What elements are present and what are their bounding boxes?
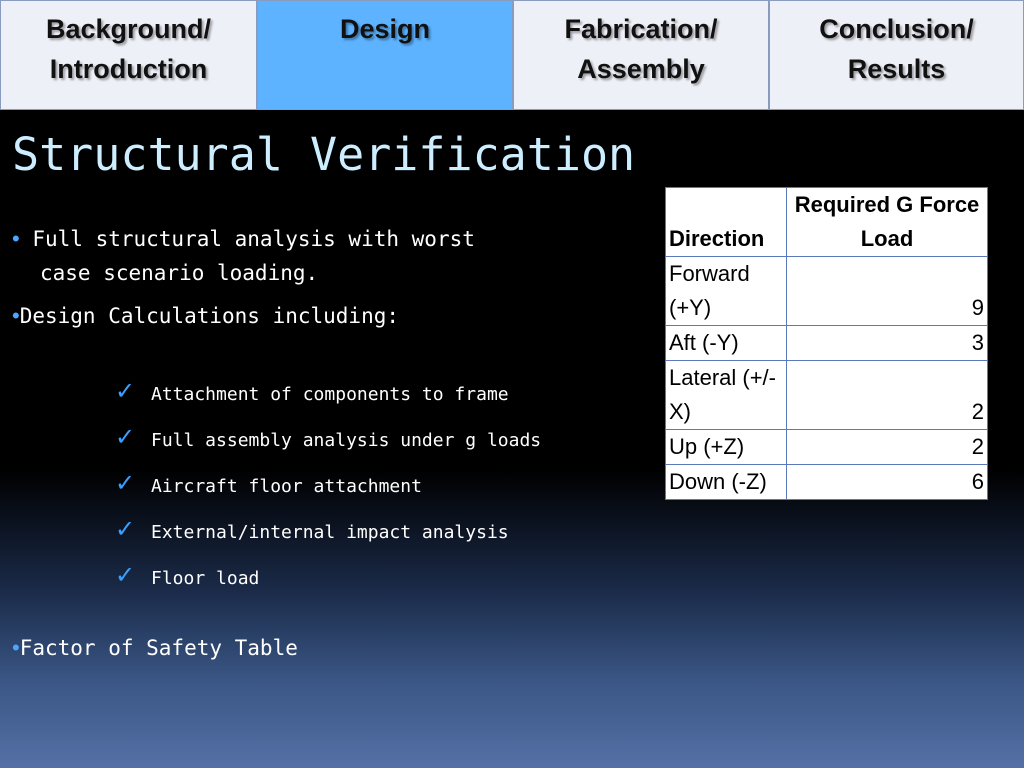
checklist-item-text: Full assembly analysis under g loads: [151, 430, 542, 451]
bullet-dot: •: [12, 226, 20, 251]
tab-conclusion-results[interactable]: [769, 0, 1024, 110]
checklist-item: [115, 558, 541, 604]
cell-direction: Down (-Z): [666, 465, 787, 500]
bullet-text: Full structural analysis with worst: [32, 227, 475, 251]
table-row: [666, 361, 988, 430]
cell-direction: Up (+Z): [666, 430, 787, 465]
cell-direction: Aft (-Y): [666, 326, 787, 361]
table-row: [666, 257, 988, 326]
bullet-design-calculations: [12, 301, 399, 331]
checklist-item-text: Attachment of components to frame: [151, 384, 509, 405]
bullet-structural-analysis: [12, 222, 475, 290]
table-header-row: [666, 188, 988, 257]
bullet-text: Factor of Safety Table: [19, 636, 298, 660]
checkmark-icon: ✓: [115, 469, 136, 497]
bullet-text: Design Calculations including:: [19, 304, 399, 328]
checklist-item: [115, 374, 541, 420]
tab-label: Background/ Introduction: [45, 14, 212, 84]
g-force-load-table: [665, 187, 988, 500]
bullet-text-continued: case scenario loading.: [40, 261, 319, 285]
tab-design[interactable]: [257, 0, 513, 110]
checklist: [115, 374, 541, 604]
cell-direction: Forward (+Y): [666, 257, 787, 326]
tab-label: Fabrication/ Assembly: [564, 14, 718, 84]
checkmark-icon: ✓: [115, 377, 136, 405]
table-row: [666, 465, 988, 500]
slide-title: Structural Verification: [12, 128, 636, 181]
tab-fabrication-assembly[interactable]: [513, 0, 769, 110]
table-row: [666, 326, 988, 361]
checkmark-icon: ✓: [115, 561, 136, 589]
checkmark-icon: ✓: [115, 515, 136, 543]
bullet-dot: •: [12, 635, 20, 660]
checklist-item: [115, 466, 541, 512]
column-header-required-g-force: Required G Force Load: [787, 188, 988, 257]
cell-load: 9: [787, 257, 988, 326]
checklist-item: [115, 420, 541, 466]
bullet-factor-of-safety: [12, 633, 298, 663]
checklist-item: [115, 512, 541, 558]
cell-load: 2: [787, 430, 988, 465]
cell-load: 3: [787, 326, 988, 361]
checklist-item-text: Aircraft floor attachment: [151, 476, 422, 497]
cell-load: 2: [787, 361, 988, 430]
checklist-item-text: External/internal impact analysis: [151, 522, 509, 543]
bullet-dot: •: [12, 303, 20, 328]
section-tabs: [0, 0, 1024, 110]
cell-direction: Lateral (+/-X): [666, 361, 787, 430]
tab-label: Conclusion/ Results: [819, 14, 974, 84]
tab-label: Design: [339, 14, 431, 44]
checklist-item-text: Floor load: [151, 568, 260, 589]
column-header-direction: Direction: [666, 188, 787, 257]
tab-background-introduction[interactable]: [0, 0, 257, 110]
cell-load: 6: [787, 465, 988, 500]
checkmark-icon: ✓: [115, 423, 136, 451]
table-row: [666, 430, 988, 465]
